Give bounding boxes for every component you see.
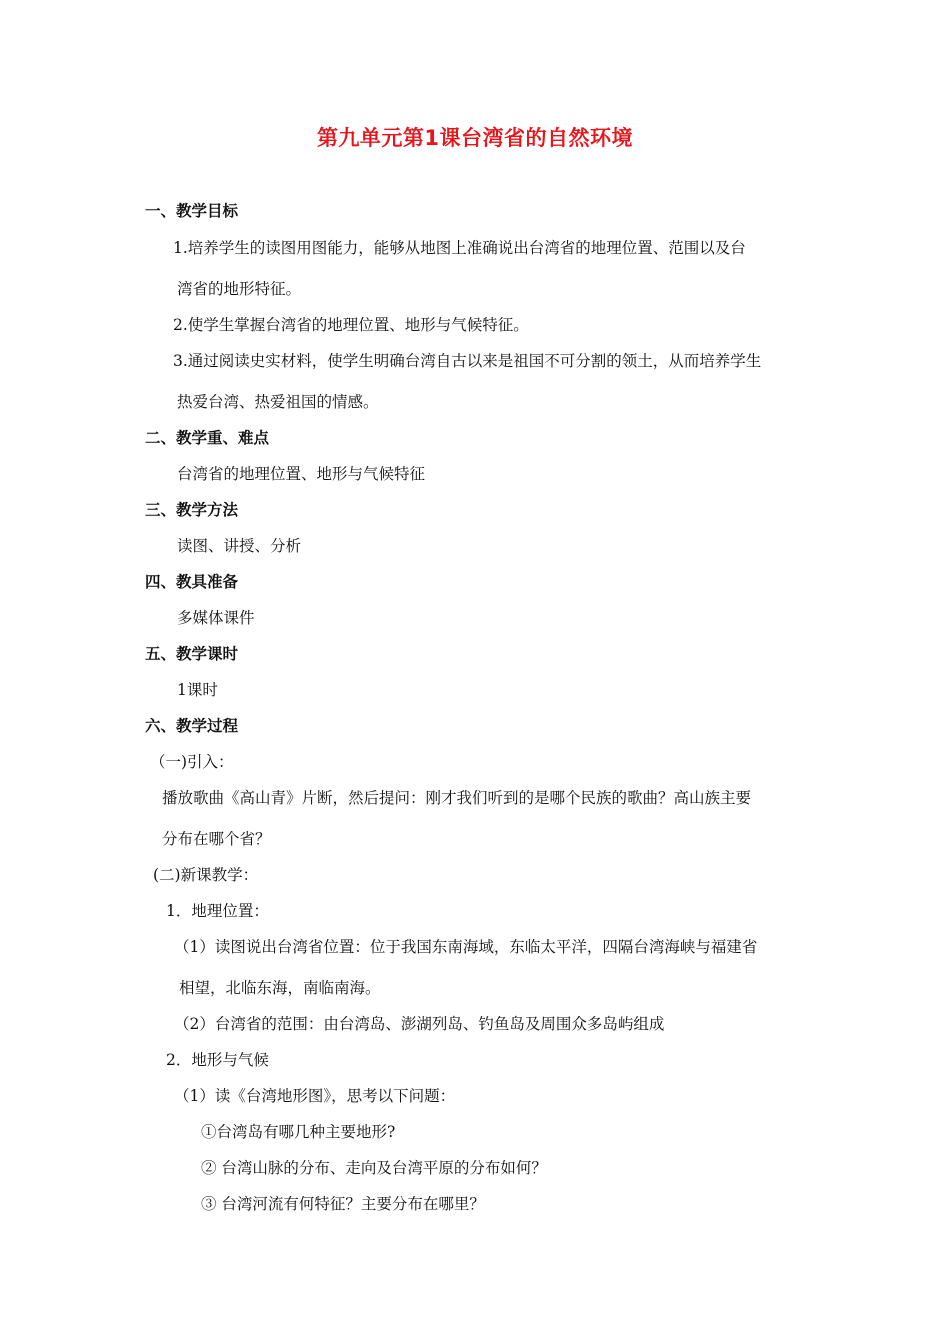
objective-3-line-1: 3.通过阅读史实材料，使学生明确台湾自古以来是祖国不可分割的领土，从而培养学生: [173, 352, 762, 370]
process-intro-line-2: 分布在哪个省？: [162, 830, 271, 848]
materials-text: 多媒体课件: [177, 609, 255, 627]
objective-2: 2.使学生掌握台湾省的地理位置、地形与气候特征。: [173, 316, 529, 334]
question-2: ② 台湾山脉的分布、走向及台湾平原的分布如何？: [201, 1159, 547, 1177]
section-heading-periods: 五、教学课时: [145, 645, 239, 663]
process-intro-heading: （一)引入：: [150, 753, 234, 771]
question-3: ③ 台湾河流有何特征？主要分布在哪里？: [201, 1195, 485, 1213]
key-points-text: 台湾省的地理位置、地形与气候特征: [177, 465, 426, 483]
methods-text: 读图、讲授、分析: [177, 537, 302, 555]
objective-1-line-2: 湾省的地形特征。: [177, 280, 302, 298]
periods-text: 1课时: [177, 681, 218, 699]
subsection-terrain-climate: 2．地形与气候: [166, 1051, 269, 1069]
question-1: ①台湾岛有哪几种主要地形?: [201, 1123, 396, 1141]
section-heading-objectives: 一、教学目标: [145, 202, 239, 220]
location-item-1-line-2: 相望，北临东海，南临南海。: [179, 979, 381, 997]
process-new-lesson-heading: (二)新课教学：: [153, 866, 259, 884]
objective-3-line-2: 热爱台湾、热爱祖国的情感。: [177, 393, 379, 411]
process-intro-line-1: 播放歌曲《高山青》片断，然后提问：刚才我们听到的是哪个民族的歌曲？高山族主要: [162, 789, 752, 807]
section-heading-process: 六、教学过程: [145, 717, 239, 735]
location-item-2: （2）台湾省的范围：由台湾岛、澎湖列岛、钓鱼岛及周围众多岛屿组成: [174, 1015, 665, 1033]
terrain-item-1: （1）读《台湾地形图》，思考以下问题：: [174, 1087, 456, 1105]
objective-1-line-1: 1.培养学生的读图用图能力，能够从地图上准确说出台湾省的地理位置、范围以及台: [173, 239, 746, 257]
document-title: 第九单元第1课台湾省的自然环境: [316, 126, 634, 150]
section-heading-materials: 四、教具准备: [145, 573, 239, 591]
section-heading-methods: 三、教学方法: [145, 501, 239, 519]
location-item-1-line-1: （1）读图说出台湾省位置：位于我国东南海域，东临太平洋，四隔台湾海峡与福建省: [174, 938, 758, 956]
section-heading-key-points: 二、教学重、难点: [145, 429, 270, 447]
subsection-location: 1．地理位置：: [166, 902, 269, 920]
